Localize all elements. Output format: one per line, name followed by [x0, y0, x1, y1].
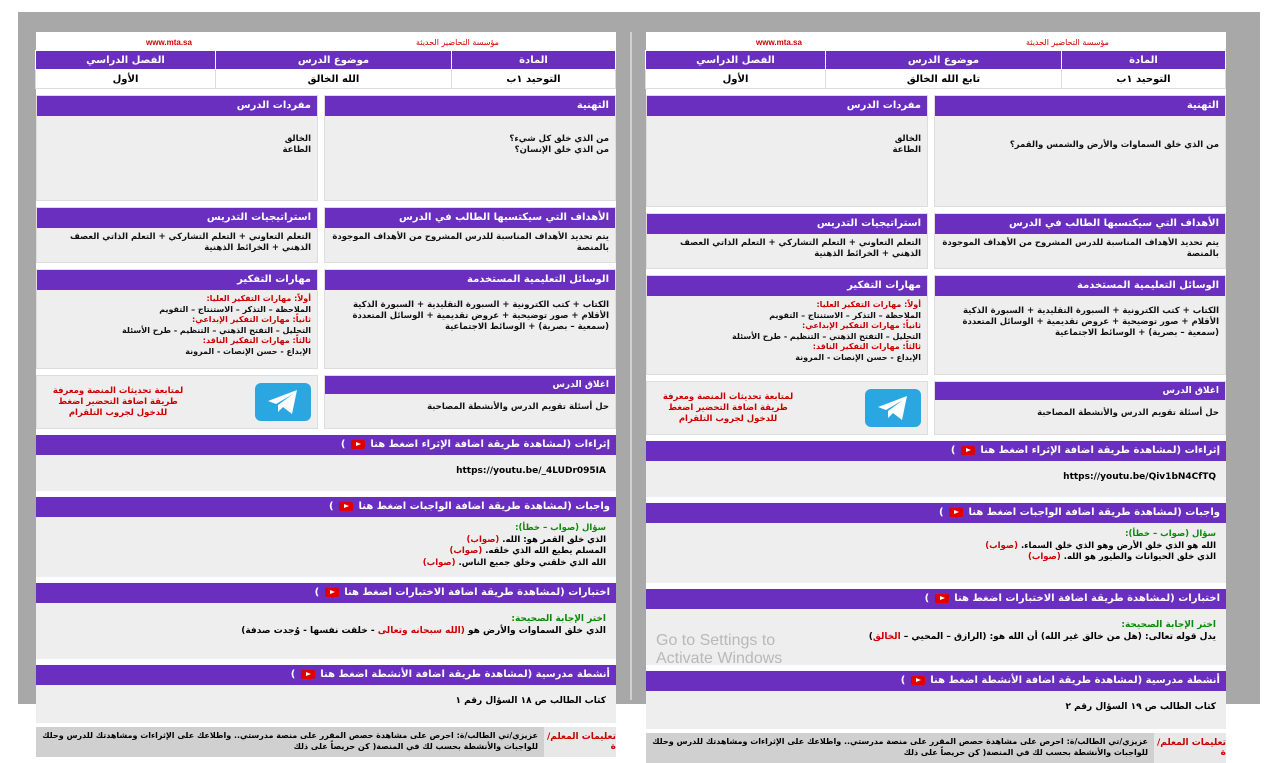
enrich-close: ): [340, 439, 346, 450]
vocab-item-2: الطاعة: [282, 145, 311, 155]
hw-answer-2: (صواب): [449, 546, 483, 556]
telegram-text[interactable]: لمتابعة تحديثات المنصة ومعرفة طريقة اضافة التحضير اضغط للدخول لجروب التلقرام: [662, 391, 794, 424]
goals-card: [934, 213, 1226, 269]
hw-answer-1: (صواب): [466, 534, 500, 545]
subject-label: المادة: [452, 51, 616, 70]
activities-close: ): [900, 675, 906, 686]
hw-question-head: سؤال (صواب – خطأ):: [1125, 529, 1216, 539]
hw-line-3: الله الذي خلقني وخلق جميع الناس.: [458, 557, 606, 568]
youtube-icon[interactable]: [339, 502, 353, 511]
topic-label: موضوع الدرس: [826, 51, 1062, 70]
org-name: مؤسسة التحاضير الحديثة: [416, 38, 499, 47]
telegram-icon[interactable]: [865, 389, 921, 427]
thinking-card: [646, 275, 928, 375]
goals-text: يتم تحديد الأهداف المناسبة للدرس المشروح من الأهداف الموجودة بالمنصة: [332, 232, 609, 253]
test-head: اختر الإجابة الصحيحة:: [511, 614, 606, 624]
test-question: يدل قوله تعالى: (هل من خالق غير الله) أن الله هو: (الرازق – المحيي –: [903, 632, 1216, 642]
activities-title[interactable]: أنشطة مدرسية (لمشاهدة طريقة اضافة الأنشطة اضغط هنا: [320, 669, 610, 680]
teacher-notes: [36, 727, 616, 757]
homework-section: [646, 503, 1226, 583]
youtube-icon[interactable]: [911, 676, 925, 685]
org-name: مؤسسة التحاضير الحديثة: [1026, 38, 1109, 47]
vocab-card: [646, 95, 928, 207]
enrich-title[interactable]: إثراءات (لمشاهدة طريقة اضافة الإثراء اضغط هنا: [980, 445, 1220, 456]
lesson-page-left: [36, 32, 616, 752]
hw-answer-2: (صواب): [1027, 552, 1061, 562]
goals-title: الأهداف التي سيكتسبها الطالب في الدرس: [325, 208, 615, 228]
subject-label: المادة: [1062, 51, 1226, 70]
page-separator: [630, 32, 632, 700]
homework-section: [36, 497, 616, 577]
thinking-head-3: ثالثاً: مهارات التفكير الناقد:: [812, 342, 921, 351]
subject-value: التوحيد ١ب: [1062, 70, 1226, 89]
homework-title[interactable]: واجبات (لمشاهدة طريقة اضافة الواجبات اضغط هنا: [968, 507, 1220, 518]
warmup-title: التهنية: [325, 96, 615, 116]
subject-value: التوحيد ١ب: [452, 70, 616, 89]
warmup-line-2: من الذي خلق الإنسان؟: [514, 145, 609, 155]
semester-label: الفصل الدراسي: [36, 51, 216, 70]
thinking-line-1: الملاحظة – التذكر – الاستنتاج – التقويم: [159, 304, 311, 314]
enrich-link[interactable]: https://youtu.be/_4LUDr095IA: [36, 455, 616, 491]
tests-close: ): [924, 593, 930, 604]
thinking-card: [36, 269, 318, 369]
site-link[interactable]: www.mta.sa: [756, 38, 802, 47]
site-link[interactable]: www.mta.sa: [146, 38, 192, 47]
lesson-header-table: [645, 50, 1226, 89]
closing-card: [324, 375, 616, 429]
strategies-card: [36, 207, 318, 263]
enrich-title[interactable]: إثراءات (لمشاهدة طريقة اضافة الإثراء اضغط هنا: [370, 439, 610, 450]
goals-card: [324, 207, 616, 263]
strategies-title: استراتيجيات التدريس: [647, 214, 927, 234]
thinking-head-2: ثانياً: مهارات التفكير الإبداعي:: [802, 321, 921, 330]
topic-value: الله الخالق: [216, 70, 452, 89]
vocab-item-1: الخالق: [284, 134, 311, 144]
goals-text: يتم تحديد الأهداف المناسبة للدرس المشروح من الأهداف الموجودة بالمنصة: [942, 238, 1219, 259]
hw-answer-1: (صواب): [985, 540, 1018, 551]
hw-line-1: الله هو الذي خلق الأرض وهو الذي خلق السماء.: [1020, 540, 1216, 551]
thinking-head-1: أولاً: مهارات التفكير العليا:: [816, 300, 921, 309]
thinking-line-1: الملاحظة – التذكر – الاستنتاج – التقويم: [769, 310, 921, 320]
warmup-line-1: من الذي خلق كل شيء؟: [509, 134, 609, 144]
enrich-close: ): [950, 445, 956, 456]
strategies-text: التعلم التعاوني + التعلم التشاركي + التعلم الذاتي العصف الذهني + الخرائط الذهنية: [69, 232, 311, 253]
vocab-item-1: الخالق: [894, 134, 921, 144]
activity-text: كتاب الطالب ص ١٨ السؤال رقم ١: [36, 685, 616, 723]
topic-value: تابع الله الخالق: [826, 70, 1062, 89]
telegram-text[interactable]: لمتابعة تحديثات المنصة ومعرفة طريقة اضافة التحضير اضغط للدخول لجروب التلقرام: [52, 385, 184, 418]
strategies-card: [646, 213, 928, 269]
closing-card: [934, 381, 1226, 435]
teacher-text: عزيزي/تي الطالب/ة: احرص على مشاهدة حصص المقرر على منصة مدرستي.. واطلاعك على الإثراءات ومشاهدتك للدرس وحلك للواجبات والأنشطة بحسب لك في المنصة( كن حريصاً على ذلك: [646, 733, 1154, 763]
aids-title: الوسائل التعليمية المستخدمة: [325, 270, 615, 290]
homework-close: ): [328, 501, 334, 512]
vocab-title: مفردات الدرس: [37, 96, 317, 116]
telegram-card[interactable]: [36, 375, 318, 429]
enrich-section: [646, 441, 1226, 497]
topic-label: موضوع الدرس: [216, 51, 452, 70]
homework-close: ): [938, 507, 944, 518]
hw-line-1: الذي خلق القمر هو: الله.: [502, 534, 606, 545]
warmup-line-1: من الذي خلق السماوات والأرض والشمس والقمر؟: [1009, 140, 1219, 150]
page-top-row: [36, 32, 616, 50]
enrich-section: [36, 435, 616, 491]
semester-value: الأول: [646, 70, 826, 89]
telegram-icon[interactable]: [255, 383, 311, 421]
lesson-page-right: [646, 32, 1226, 758]
youtube-icon[interactable]: [351, 440, 365, 449]
homework-title[interactable]: واجبات (لمشاهدة طريقة اضافة الواجبات اضغط هنا: [358, 501, 610, 512]
aids-card: [934, 275, 1226, 375]
youtube-icon[interactable]: [325, 588, 339, 597]
thinking-line-2: التحليل – التفتح الذهني – التنظيم - طرح الأسئلة: [122, 325, 311, 335]
test-question: الذي خلق السماوات والأرض هو: [467, 626, 606, 636]
teacher-text: عزيزي/تي الطالب/ة: احرص على مشاهدة حصص المقرر على منصة مدرستي.. واطلاعك على الإثراءات ومشاهدتك للدرس وحلك للواجبات والأنشطة بحسب لك في المنصة( كن حريصاً على ذلك: [36, 727, 544, 757]
test-rest: ): [868, 632, 873, 642]
semester-label: الفصل الدراسي: [646, 51, 826, 70]
semester-value: الأول: [36, 70, 216, 89]
teacher-label: تعليمات المعلم/ة: [544, 727, 616, 757]
enrich-link[interactable]: https://youtu.be/Qiv1bN4CfTQ: [646, 461, 1226, 497]
tests-close: ): [314, 587, 320, 598]
tests-title[interactable]: اختبارات (لمشاهدة طريقة اضافة الاختبارات اضغط هنا: [344, 587, 610, 598]
hw-line-2: المسلم يطيع الله الذي خلقه.: [485, 546, 606, 556]
thinking-head-3: ثالثاً: مهارات التفكير الناقد:: [202, 336, 311, 345]
strategies-text: التعلم التعاوني + التعلم التشاركي + التعلم الذاتي العصف الذهني + الخرائط الذهنية: [679, 238, 921, 259]
test-correct: (الله سبحانه وتعالى: [377, 626, 465, 636]
activities-section: [36, 665, 616, 723]
test-head: اختر الإجابة الصحيحة:: [1121, 620, 1216, 630]
youtube-icon[interactable]: [961, 446, 975, 455]
vocab-item-2: الطاعة: [892, 145, 921, 155]
page-top-row: [646, 32, 1226, 50]
watermark-line-1: Go to Settings to: [656, 632, 776, 649]
thinking-line-3: الإبداع - حسن الإنصات - المرونة: [185, 346, 311, 356]
aids-card: [324, 269, 616, 369]
slide-frame: [18, 12, 1260, 758]
hw-question-head: سؤال (صواب – خطأ):: [515, 523, 606, 533]
youtube-icon[interactable]: [949, 508, 963, 517]
teacher-notes: [646, 733, 1226, 763]
aids-text: الكتاب + كتب الكترونية + السبورة التقليدية + السبورة الذكية الأقلام + صور توضيحية + عروض تقديمية + الوسائل المتعددة (سمعية – بصرية) + الوسائط الاجتماعية: [962, 306, 1219, 338]
lesson-header-table: [35, 50, 616, 89]
activities-section: [646, 671, 1226, 729]
tests-title[interactable]: اختبارات (لمشاهدة طريقة اضافة الاختبارات اضغط هنا: [954, 593, 1220, 604]
thinking-title: مهارات التفكير: [647, 276, 927, 296]
youtube-icon[interactable]: [301, 670, 315, 679]
closing-title: اغلاق الدرس: [325, 376, 615, 394]
test-rest: - خلقت نفسها - وُجدت صدفة): [241, 626, 375, 636]
activities-title[interactable]: أنشطة مدرسية (لمشاهدة طريقة اضافة الأنشطة اضغط هنا: [930, 675, 1220, 686]
closing-text: حل أسئلة تقويم الدرس والأنشطة المصاحبة: [1037, 408, 1219, 418]
teacher-label: تعليمات المعلم/ة: [1154, 733, 1226, 763]
vocab-card: [36, 95, 318, 201]
warmup-card: [934, 95, 1226, 207]
activity-text: كتاب الطالب ص ١٩ السؤال رقم ٢: [646, 691, 1226, 729]
activation-watermark: [656, 632, 782, 668]
hw-answer-3: (صواب): [422, 557, 456, 568]
thinking-head-1: أولاً: مهارات التفكير العليا:: [206, 294, 311, 303]
watermark-line-2: Activate Windows: [656, 650, 783, 667]
tests-section: [36, 583, 616, 659]
activities-close: ): [290, 669, 296, 680]
warmup-title: التهنية: [935, 96, 1225, 116]
hw-line-2: الذي خلق الحيوانات والطيور هو الله.: [1063, 552, 1216, 562]
thinking-line-2: التحليل – التفتح الذهني – التنظيم - طرح الأسئلة: [732, 331, 921, 341]
thinking-title: مهارات التفكير: [37, 270, 317, 290]
youtube-icon[interactable]: [935, 594, 949, 603]
telegram-card[interactable]: [646, 381, 928, 435]
closing-text: حل أسئلة تقويم الدرس والأنشطة المصاحبة: [427, 402, 609, 412]
vocab-title: مفردات الدرس: [647, 96, 927, 116]
thinking-line-3: الإبداع - حسن الإنصات - المرونة: [795, 352, 921, 362]
test-correct: الخالق: [872, 632, 901, 642]
closing-title: اغلاق الدرس: [935, 382, 1225, 400]
warmup-card: [324, 95, 616, 201]
aids-title: الوسائل التعليمية المستخدمة: [935, 276, 1225, 296]
thinking-head-2: ثانياً: مهارات التفكير الإبداعي:: [192, 315, 311, 324]
strategies-title: استراتيجيات التدريس: [37, 208, 317, 228]
aids-text: الكتاب + كتب الكترونية + السبورة التقليدية + السبورة الذكية الأقلام + صور توضيحية + عروض تقديمية + الوسائل المتعددة (سمعية – بصرية) + الوسائط الاجتماعية: [352, 300, 609, 332]
goals-title: الأهداف التي سيكتسبها الطالب في الدرس: [935, 214, 1225, 234]
